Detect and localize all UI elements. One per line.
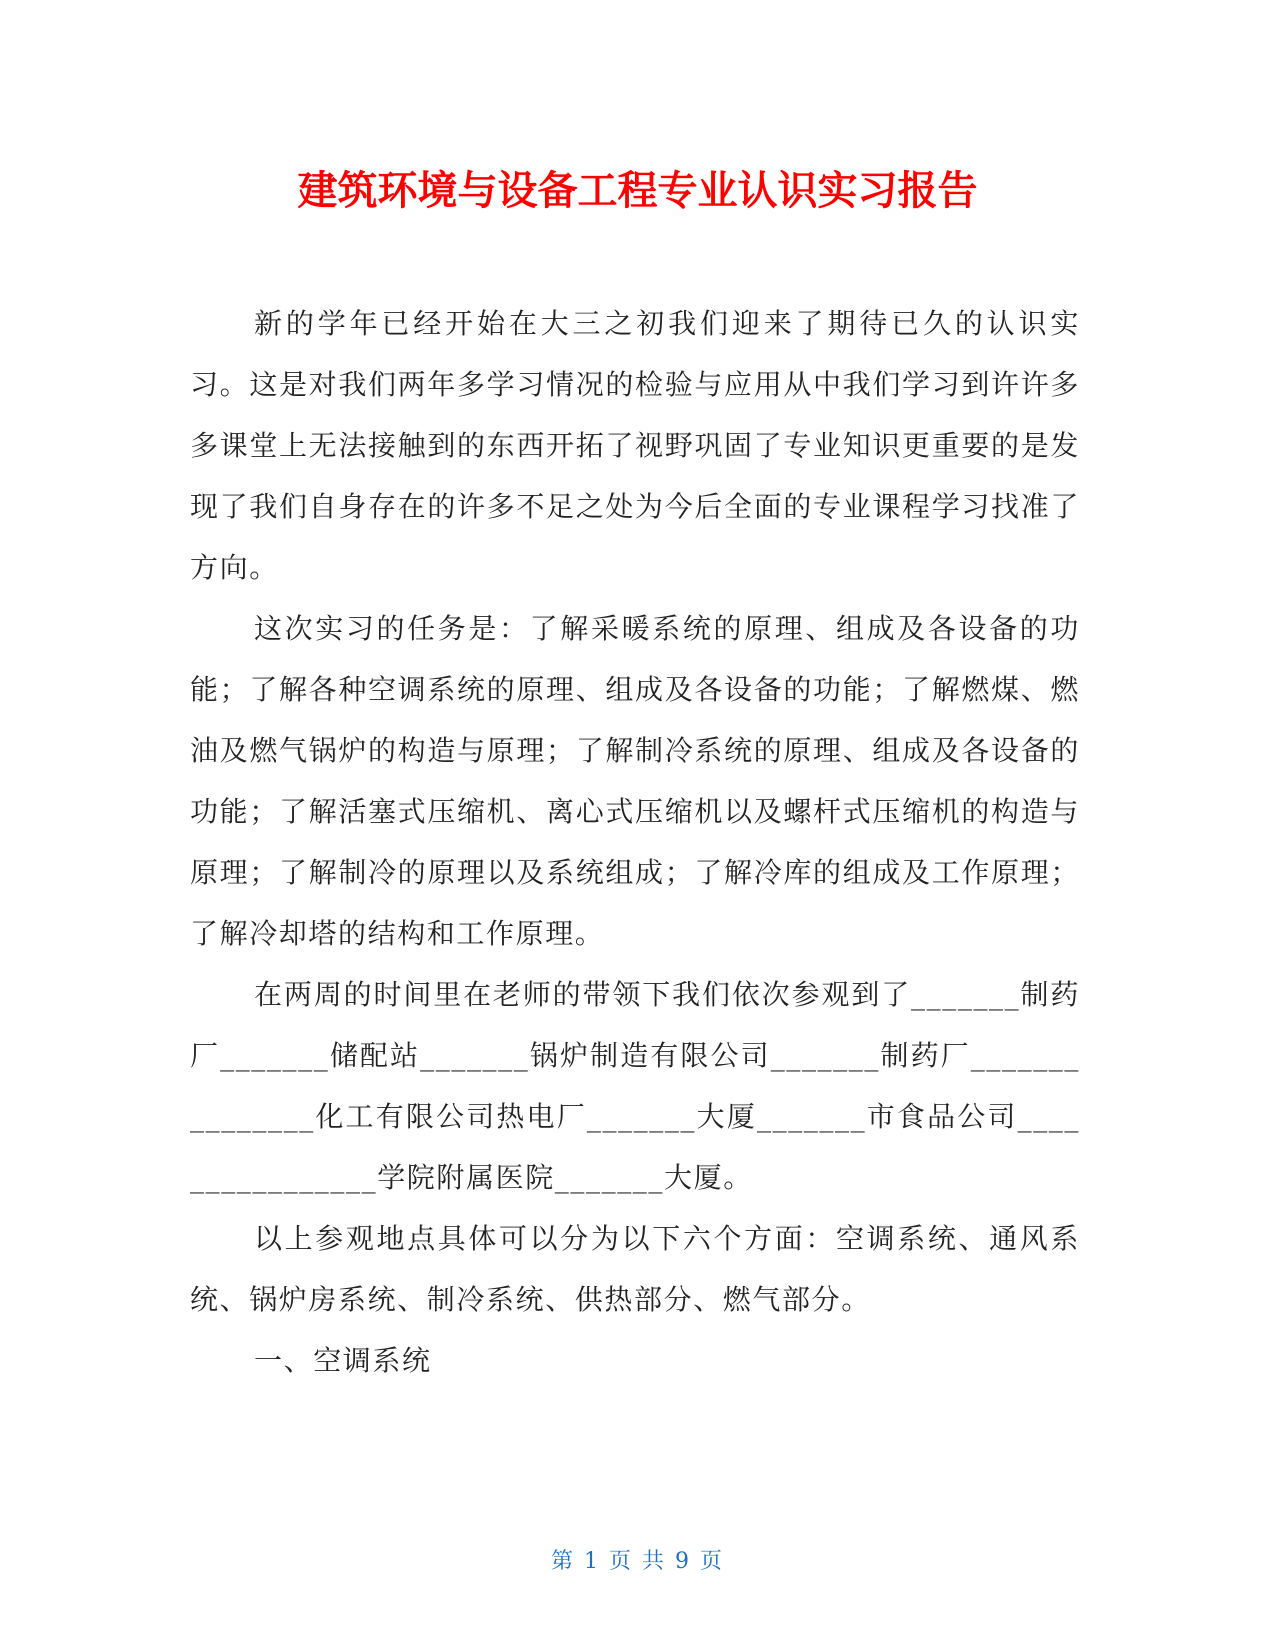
paragraph-intro: 新的学年已经开始在大三之初我们迎来了期待已久的认识实习。这是对我们两年多学习情况的检验与应用从中我们学习到许许多多课堂上无法接触到的东西开拓了视野巩固了专业知识更重要的是发现了我们自身存在的许多不足之处为今后全面的专业课程学习找准了方向。 [190, 307, 1080, 584]
paragraph-visits: 在两周的时间里在老师的带领下我们依次参观到了_______制药厂_______储配站_______锅炉制造有限公司_______制药厂_______________化工有限公司热电厂_______大厦_______市食品公司________________学院附属医院_______大厦。 [190, 978, 1080, 1194]
paragraph-tasks: 这次实习的任务是：了解采暖系统的原理、组成及各设备的功能；了解各种空调系统的原理、组成及各设备的功能；了解燃煤、燃油及燃气锅炉的构造与原理；了解制冷系统的原理、组成及各设备的功能；了解活塞式压缩机、离心式压缩机以及螺杆式压缩机的构造与原理；了解制冷的原理以及系统组成；了解冷库的组成及工作原理；了解冷却塔的结构和工作原理。 [190, 612, 1080, 950]
paragraph-aspects: 以上参观地点具体可以分为以下六个方面：空调系统、通风系统、锅炉房系统、制冷系统、供热部分、燃气部分。 [190, 1222, 1080, 1316]
section-heading-ac-system: 一、空调系统 [254, 1344, 432, 1377]
page-footer: 第 1 页 共 9 页 [551, 1549, 724, 1574]
document-title: 建筑环境与设备工程专业认识实习报告 [297, 168, 978, 214]
document-body [190, 293, 1080, 1391]
